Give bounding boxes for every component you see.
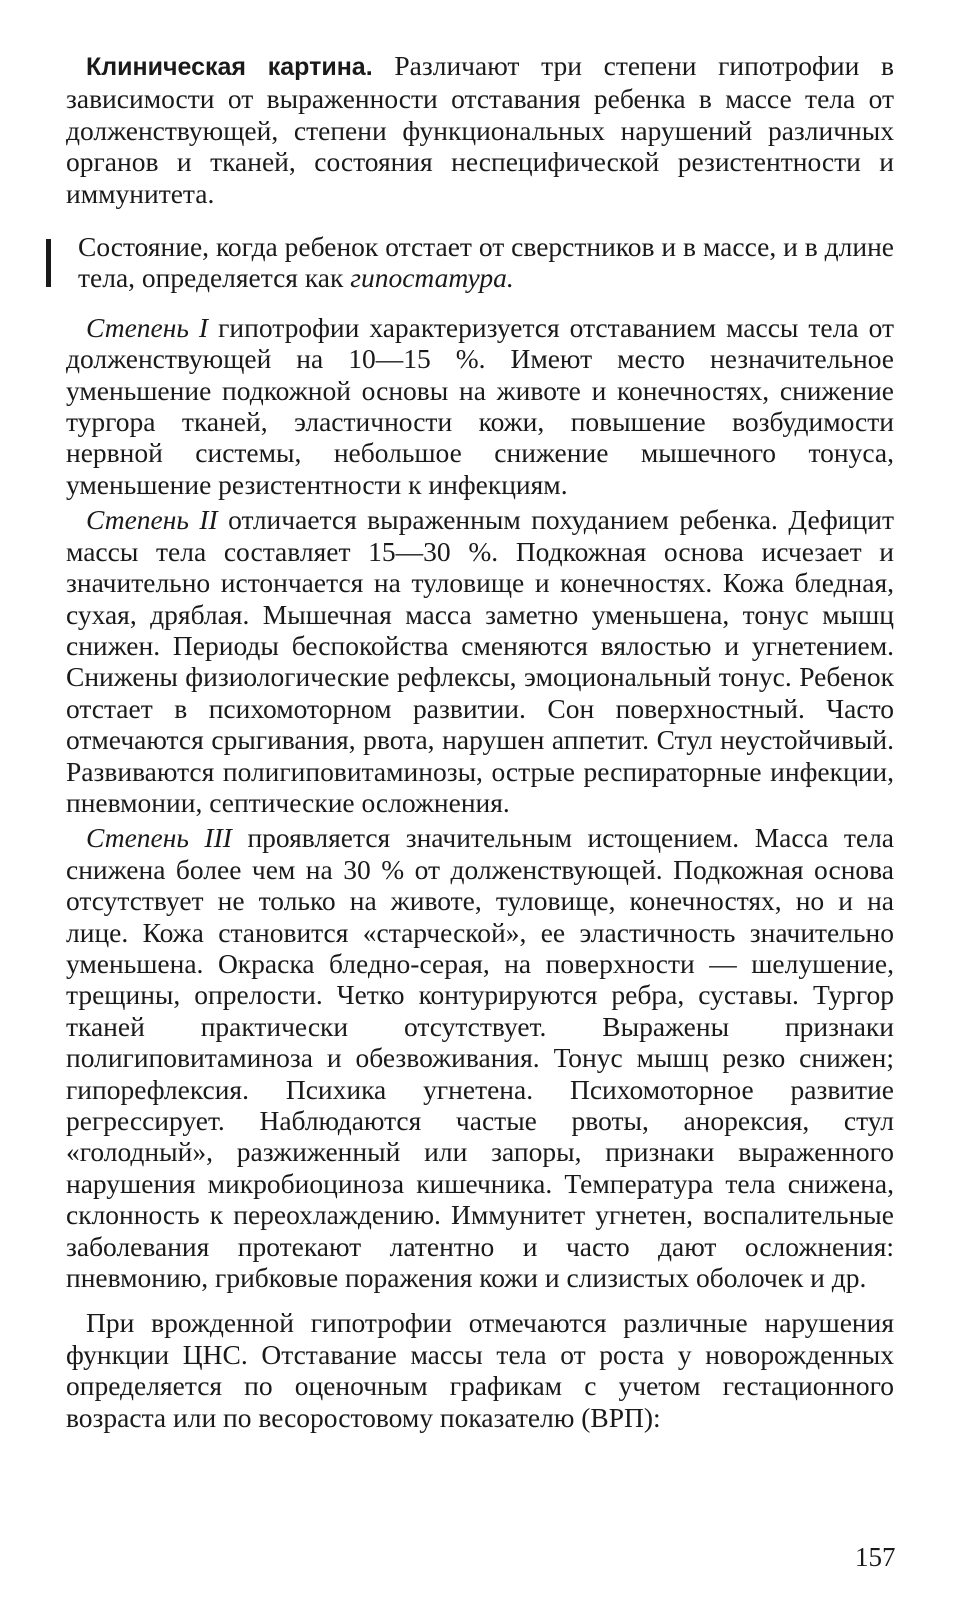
intro-paragraph bbox=[66, 50, 894, 209]
degree-2-text: отличается выраженным похуданием ребенка. Дефицит массы тела составляет 15—30 %. Подкожная основа исчезает и значительно истончается на туловище и конечностях. Кожа бледная, сухая, дряблая. Мышечная масса заметно уменьшена, тонус мышц снижен. Периоды беспокойства сменяются вялостью и угнетением. Снижены физиологические рефлексы, эмоциональный тонус. Ребенок отстает в психомоторном развитии. Сон поверхностный. Часто отмечаются срыгивания, рвота, нарушен аппетит. Стул неустойчивый. Развиваются полигиповитаминозы, острые респираторные инфекции, пневмонии, септические осложнения. bbox=[66, 504, 894, 818]
page-number: 157 bbox=[855, 1542, 896, 1572]
degree-2-label: Степень II bbox=[86, 504, 218, 536]
callout-text: Состояние, когда ребенок отстает от сверстников и в массе, и в длине тела, определяется как bbox=[78, 231, 894, 294]
degree-3-label: Степень III bbox=[86, 822, 232, 854]
callout-term: гипостатура. bbox=[350, 262, 514, 294]
intro-text: Различают три степени гипотрофии в зависимости от выраженности отставания ребенка в массе тела от долженствующей, степени функциональных нарушений различных органов и тканей, состояния неспецифической резистентности и иммунитета. bbox=[66, 50, 894, 209]
congenital-paragraph bbox=[66, 1307, 894, 1433]
degree-1-paragraph bbox=[66, 312, 894, 500]
page-body bbox=[66, 50, 894, 1433]
degree-1-text: гипотрофии характеризуется отставанием массы тела от долженствующей на 10—15 %. Имеют место незначительное уменьшение подкожной основы на животе и конечностях, снижение тургора тканей, эластичности кожи, повышение возбудимости нервной системы, небольшое снижение мышечного тонуса, уменьшение резистентности к инфекциям. bbox=[66, 311, 894, 500]
callout-paragraph bbox=[78, 231, 894, 294]
congenital-text: При врожденной гипотрофии отмечаются различные нарушения функции ЦНС. Отставание массы тела от роста у новорожденных определяется по оценочным графикам с учетом гестационного возраста или по весоростовому показателю (ВРП): bbox=[66, 1307, 894, 1433]
section-heading: Клиническая картина. bbox=[86, 53, 373, 81]
degree-3-text: проявляется значительным истощением. Масса тела снижена более чем на 30 % от долженствующей. Подкожная основа отсутствует не только на животе, туловище, конечностях, но и на лице. Кожа становится «старческой», ее эластичность значительно уменьшена. Окраска бледно-серая, на поверхности — шелушение, трещины, опрелости. Четко контурируются ребра, суставы. Тургор тканей практически отсутствует. Выражены признаки полигиповитаминоза и обезвоживания. Тонус мышц резко снижен; гипорефлексия. Психика угнетена. Психомоторное развитие регрессирует. Наблюдаются частые рвоты, анорексия, стул «голодный», разжиженный или запоры, признаки выраженного нарушения микробиоциноза кишечника. Температура тела снижена, склонность к переохлаждению. Иммунитет угнетен, воспалительные заболевания протекают латентно и часто дают осложнения: пневмонию, грибковые поражения кожи и слизистых оболочек и др. bbox=[66, 822, 894, 1294]
degree-2-paragraph bbox=[66, 504, 894, 818]
degree-3-paragraph bbox=[66, 822, 894, 1293]
margin-bar bbox=[46, 239, 51, 287]
degree-1-label: Степень I bbox=[86, 311, 209, 343]
